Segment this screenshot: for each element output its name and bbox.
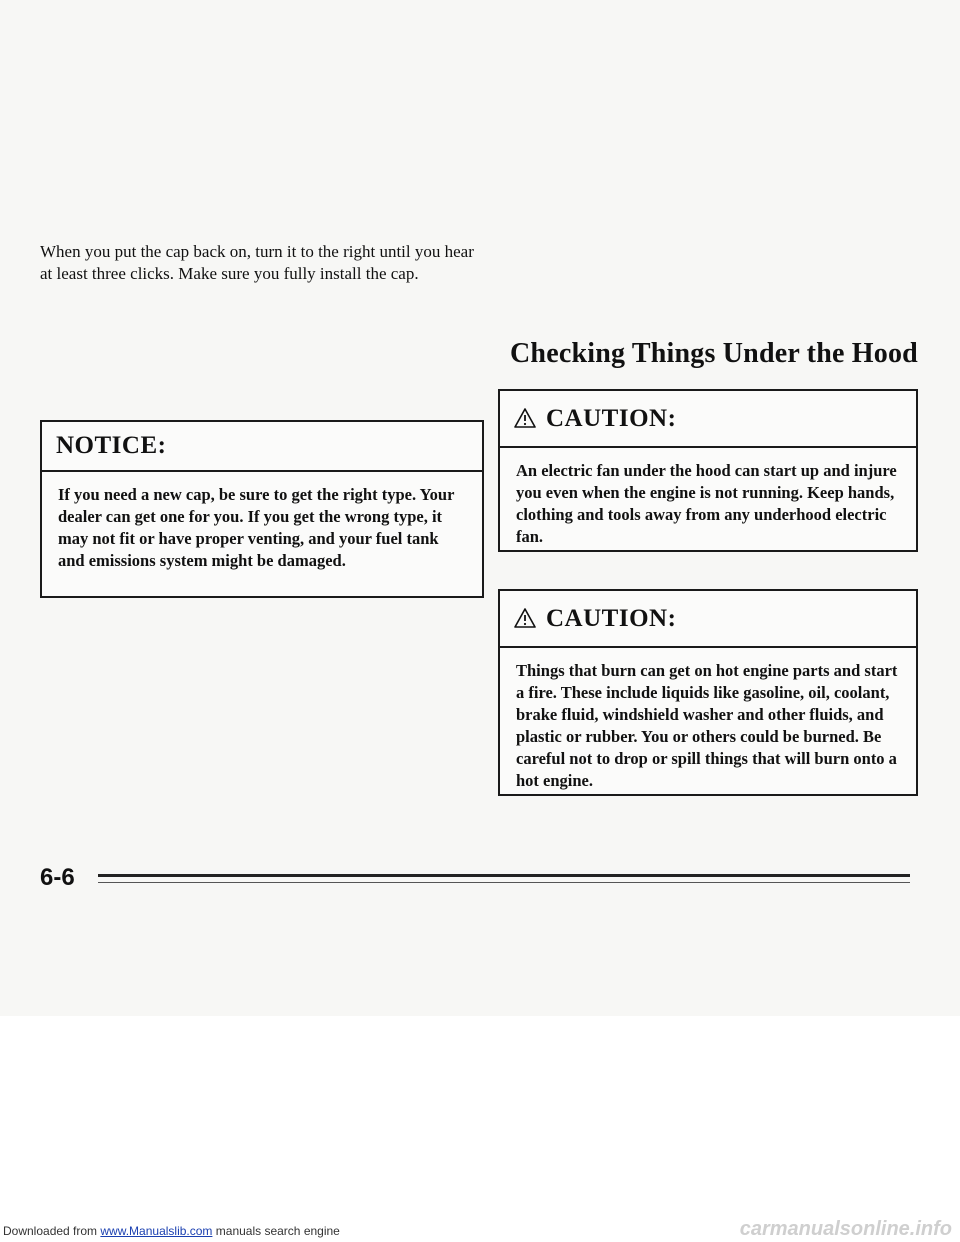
caution-body: An electric fan under the hood can start up and injure you even when the engine is not running. Keep hands, clothing and tools away from any underhood electric fan.	[516, 461, 897, 546]
notice-body: If you need a new cap, be sure to get the right type. Your dealer can get one for you. If you get the wrong type, it may not fit or have proper venting, and your fuel tank and emissions system might be damaged.	[58, 485, 455, 570]
caution-box-fan	[498, 389, 918, 552]
caution-title: CAUTION:	[546, 604, 677, 632]
warning-triangle-icon	[514, 608, 536, 628]
intro-paragraph: When you put the cap back on, turn it to the right until you hear at least three clicks. Make sure you fully install the cap.	[40, 242, 474, 283]
notice-box	[40, 420, 484, 598]
footer-rule-thin	[98, 882, 910, 883]
notice-title: NOTICE:	[56, 432, 167, 459]
footer-rule-thick	[98, 874, 910, 877]
manualslib-link[interactable]: www.Manualslib.com	[100, 1224, 213, 1238]
caution-header	[500, 591, 916, 648]
footer-suffix: manuals search engine	[212, 1224, 340, 1238]
site-watermark: carmanualsonline.info	[739, 1218, 952, 1240]
warning-triangle-icon	[514, 408, 536, 428]
caution-title: CAUTION:	[546, 404, 677, 432]
left-column	[40, 241, 480, 285]
caution-body: Things that burn can get on hot engine parts and start a fire. These include liquids like gasoline, oil, coolant, brake fluid, windshield washer and other fluids, and plastic or rubber. You or others could be burned. Be careful not to drop or spill things that will burn onto a hot engine.	[516, 661, 898, 790]
page-number: 6-6	[40, 864, 75, 891]
section-heading: Checking Things Under the Hood	[510, 338, 918, 369]
footer-prefix: Downloaded from	[3, 1224, 101, 1238]
notice-header	[42, 422, 482, 472]
caution-box-fire	[498, 589, 918, 796]
caution-header	[500, 391, 916, 448]
download-footer	[3, 1224, 340, 1238]
